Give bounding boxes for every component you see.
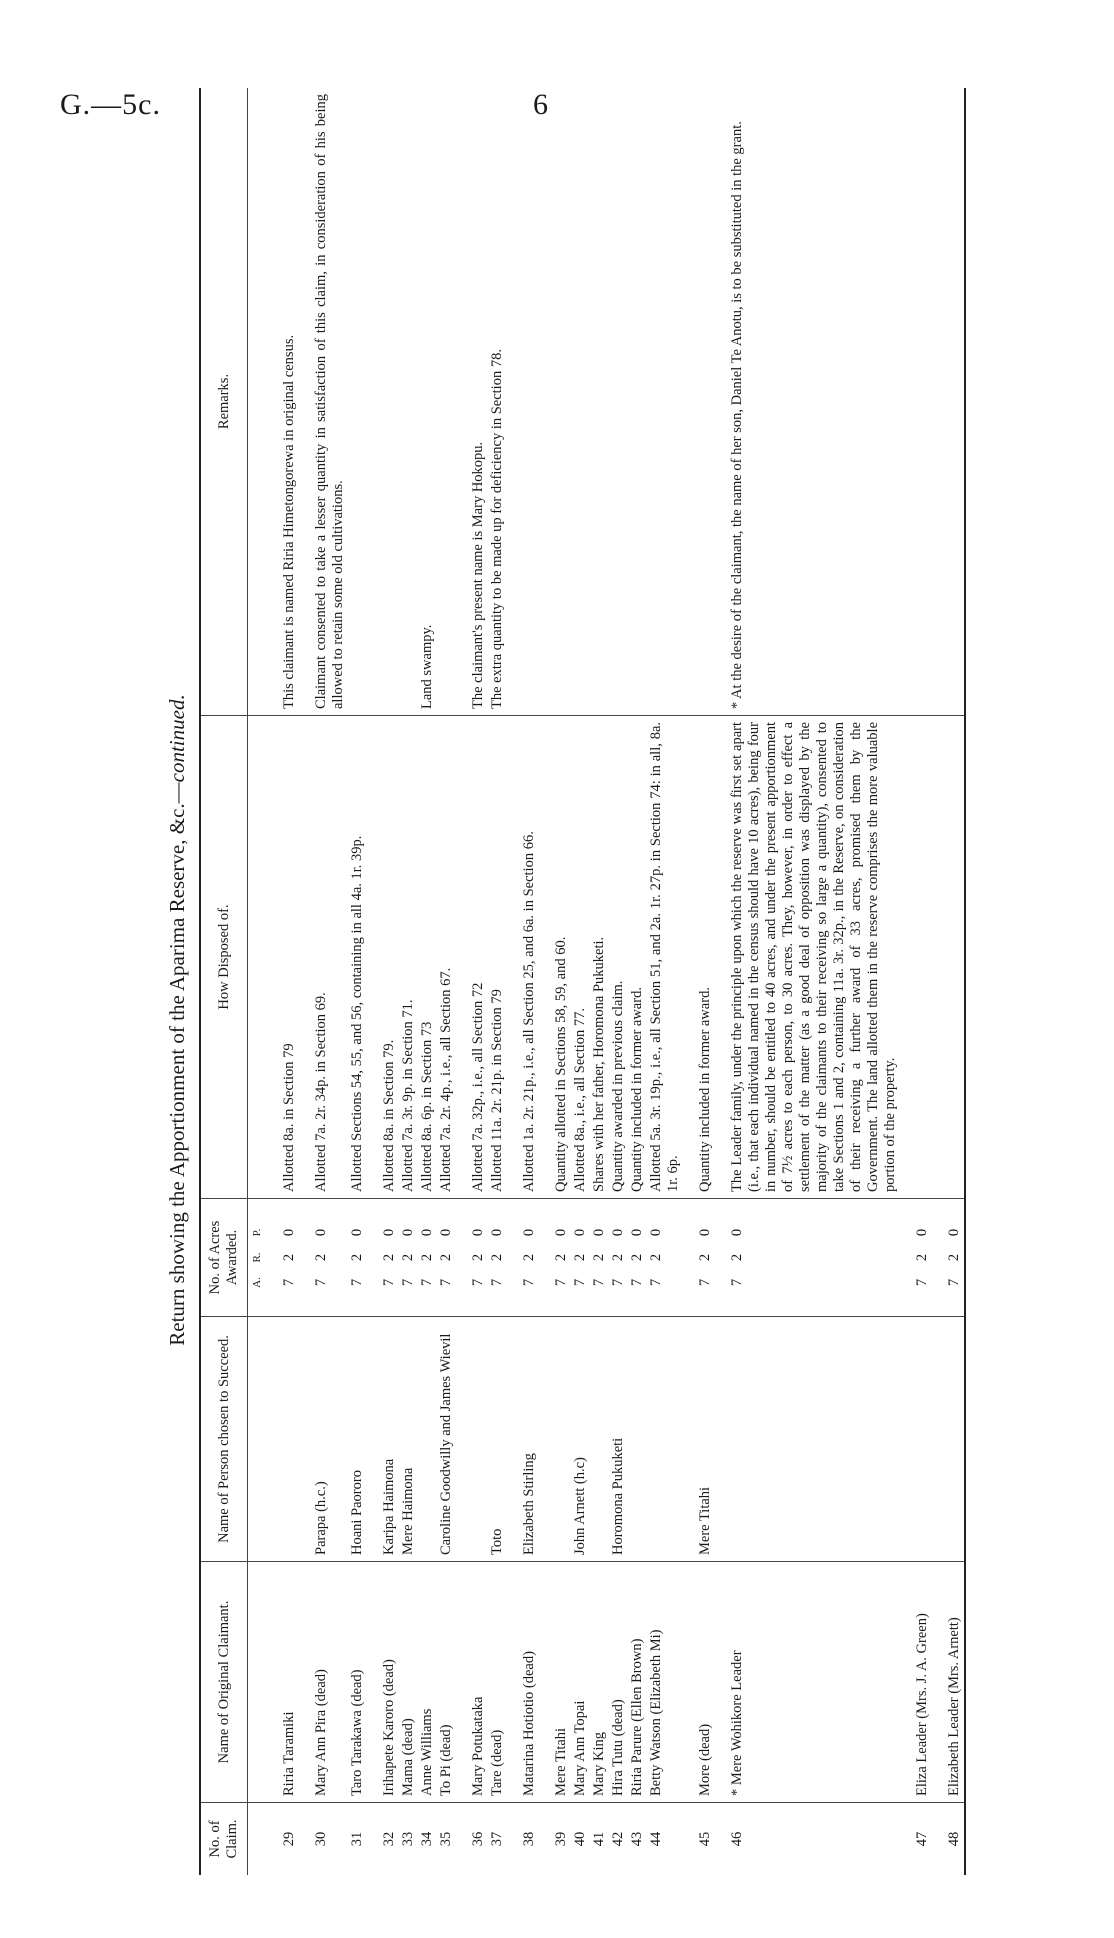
units-row — [248, 88, 268, 1875]
successor — [628, 1317, 647, 1562]
how-disposed: Allotted 8a., i.e., all Section 77. — [571, 716, 590, 1199]
how-disposed: Quantity allotted in Sections 58, 59, and 60. — [539, 716, 571, 1199]
acres-r: 2 — [914, 1253, 930, 1262]
acres-values — [349, 1223, 366, 1293]
claim-no: 31 — [349, 1831, 365, 1847]
acres — [590, 1199, 609, 1317]
original-claimant: Mere Titahi — [539, 1562, 571, 1803]
acres-values — [381, 1223, 398, 1293]
successor: Caroline Goodwilly and James Wievil — [437, 1317, 456, 1562]
table-row — [647, 88, 683, 1875]
acres-values — [697, 1223, 714, 1293]
acres — [399, 1199, 418, 1317]
original-claimant: Taro Tarakawa (dead) — [348, 1562, 367, 1803]
acres-r: 2 — [697, 1253, 713, 1262]
table-row — [715, 88, 900, 1875]
successor — [900, 1317, 932, 1562]
acres-a: 7 — [470, 1278, 486, 1287]
original-claimant: Tare (dead) — [488, 1562, 507, 1803]
claim-no: 35 — [438, 1831, 454, 1847]
acres — [683, 1199, 715, 1317]
acres-a: 7 — [313, 1278, 329, 1287]
remarks — [507, 88, 539, 716]
acres-values — [729, 1223, 746, 1293]
acres-p: 0 — [553, 1228, 569, 1237]
acres-r: 2 — [572, 1253, 588, 1262]
acres-p: 0 — [381, 1228, 397, 1237]
acres-p: 0 — [629, 1228, 645, 1237]
remarks — [399, 88, 418, 716]
table-row — [488, 88, 507, 1875]
table-row — [456, 88, 488, 1875]
acres-p: 0 — [313, 1228, 329, 1237]
acres — [507, 1199, 539, 1317]
successor — [539, 1317, 571, 1562]
how-disposed: Allotted 7a. 2r. 34p. in Section 69. — [299, 716, 348, 1199]
acres-values — [400, 1223, 417, 1293]
successor — [456, 1317, 488, 1562]
acres-values — [521, 1223, 538, 1293]
how-disposed: Allotted 8a. in Section 79. — [367, 716, 399, 1199]
successor — [715, 1317, 900, 1562]
remarks: Land swampy. — [418, 88, 437, 716]
remarks — [628, 88, 647, 716]
original-claimant: Riria Parure (Ellen Brown) — [628, 1562, 647, 1803]
remarks — [437, 88, 456, 716]
how-disposed: Allotted 1a. 2r. 21p., i.e., all Section 25, and 6a. in Section 66. — [507, 716, 539, 1199]
acres-p: 0 — [349, 1228, 365, 1237]
acres-values — [489, 1223, 506, 1293]
original-claimant: Mary Ann Pira (dead) — [299, 1562, 348, 1803]
remarks — [590, 88, 609, 716]
claim-no: 39 — [553, 1831, 569, 1847]
acres — [267, 1199, 299, 1317]
claim-no: 46 — [729, 1831, 745, 1847]
acres-p: 0 — [572, 1228, 588, 1237]
claim-no: 40 — [572, 1831, 588, 1847]
how-disposed — [932, 716, 965, 1199]
acres-a: 7 — [553, 1278, 569, 1287]
remarks: The claimant's present name is Mary Hokopu. — [456, 88, 488, 716]
table-row — [628, 88, 647, 1875]
successor: Mere Haimona — [399, 1317, 418, 1562]
acres-values — [438, 1223, 455, 1293]
table-title — [165, 165, 190, 1875]
successor: Hoani Paororo — [348, 1317, 367, 1562]
acres-a: 7 — [419, 1278, 435, 1287]
acres-r: 2 — [729, 1253, 745, 1262]
how-disposed: Allotted 7a. 2r. 4p., i.e., all Section 67. — [437, 716, 456, 1199]
table-row — [299, 88, 348, 1875]
claim-no: 37 — [489, 1831, 505, 1847]
table-row — [571, 88, 590, 1875]
original-claimant: Matarina Hotiotio (dead) — [507, 1562, 539, 1803]
acres-r: 2 — [281, 1253, 297, 1262]
successor: Parapa (h.c.) — [299, 1317, 348, 1562]
acres — [418, 1199, 437, 1317]
original-claimant: More (dead) — [683, 1562, 715, 1803]
acres-a: 7 — [610, 1278, 626, 1287]
how-disposed: Allotted Sections 54, 55, and 56, containing in all 4a. 1r. 39p. — [348, 716, 367, 1199]
acres-a: 7 — [591, 1278, 607, 1287]
acres-a: 7 — [400, 1278, 416, 1287]
acres-p: 0 — [438, 1228, 454, 1237]
acres — [900, 1199, 932, 1317]
how-disposed: Allotted 7a. 32p., i.e., all Section 72 — [456, 716, 488, 1199]
acres-r: 2 — [553, 1253, 569, 1262]
successor: Karipa Haimona — [367, 1317, 399, 1562]
acres-r: 2 — [610, 1253, 626, 1262]
col-header-no: No. of Claim. — [200, 1803, 248, 1876]
acres — [609, 1199, 628, 1317]
acres-values — [946, 1223, 963, 1293]
acres-p: 0 — [591, 1228, 607, 1237]
acres-p: 0 — [729, 1228, 745, 1237]
original-claimant: Hira Tutu (dead) — [609, 1562, 628, 1803]
original-claimant: * Mere Wohikore Leader — [715, 1562, 900, 1803]
title-main: Return showing the Apportionment of the Aparima Reserve, &c.— — [165, 782, 189, 1346]
acres — [456, 1199, 488, 1317]
how-disposed: Quantity awarded in previous claim. — [609, 716, 628, 1199]
successor: John Arnett (h.c) — [571, 1317, 590, 1562]
acres-p: 0 — [489, 1228, 505, 1237]
table-row — [507, 88, 539, 1875]
claim-no: 33 — [400, 1831, 416, 1847]
col-header-how: How Disposed of. — [200, 716, 248, 1199]
acres-p: 0 — [914, 1228, 930, 1237]
claim-no: 36 — [470, 1831, 486, 1847]
page-number: 6 — [533, 88, 548, 121]
table-row — [348, 88, 367, 1875]
acres-p: 0 — [648, 1228, 664, 1237]
acres-values — [629, 1223, 646, 1293]
acres-a: 7 — [629, 1278, 645, 1287]
acres-a: 7 — [489, 1278, 505, 1287]
col-header-remarks: Remarks. — [200, 88, 248, 716]
claim-no: 29 — [281, 1831, 297, 1847]
original-claimant: Mary King — [590, 1562, 609, 1803]
how-disposed: Allotted 7a. 3r. 9p. in Section 71. — [399, 716, 418, 1199]
acres-a: 7 — [946, 1278, 962, 1287]
acres-r: 2 — [591, 1253, 607, 1262]
acres-values — [591, 1223, 608, 1293]
acres — [715, 1199, 900, 1317]
successor: Elizabeth Stirling — [507, 1317, 539, 1562]
original-claimant: Riria Taramiki — [267, 1562, 299, 1803]
claim-no: 48 — [932, 1803, 965, 1876]
acres-p: 0 — [400, 1228, 416, 1237]
acres — [437, 1199, 456, 1317]
acres-r: 2 — [470, 1253, 486, 1262]
claim-no: 38 — [521, 1831, 537, 1847]
rotated-table-sheet — [165, 94, 999, 1875]
acres — [348, 1199, 367, 1317]
acres-p: 0 — [697, 1228, 713, 1237]
how-disposed: Allotted 8a. in Section 79 — [267, 716, 299, 1199]
acres-r: 2 — [629, 1253, 645, 1262]
acres-r: 2 — [381, 1253, 397, 1262]
title-continued: continued. — [165, 694, 189, 783]
claim-no: 41 — [591, 1831, 607, 1847]
apportionment-table — [199, 88, 966, 1875]
acres-a: 7 — [729, 1278, 745, 1287]
acres-r: 2 — [313, 1253, 329, 1262]
acres-a: 7 — [521, 1278, 537, 1287]
original-claimant: Irihapete Karoro (dead) — [367, 1562, 399, 1803]
claim-no: 32 — [381, 1831, 397, 1847]
remarks — [900, 88, 932, 716]
successor: Horomona Pukuketi — [609, 1317, 628, 1562]
acres-a: 7 — [572, 1278, 588, 1287]
table-body — [248, 88, 966, 1875]
unit-roods: R. — [251, 1252, 263, 1263]
remarks — [609, 88, 628, 716]
acres-values — [281, 1223, 298, 1293]
acres-a: 7 — [697, 1278, 713, 1287]
remarks — [932, 88, 965, 716]
successor — [590, 1317, 609, 1562]
remarks — [367, 88, 399, 716]
acres-p: 0 — [610, 1228, 626, 1237]
how-disposed: Allotted 11a. 2r. 21p. in Section 79 — [488, 716, 507, 1199]
original-claimant: Elizabeth Leader (Mrs. Arnett) — [932, 1562, 965, 1803]
how-disposed: Allotted 5a. 3r. 19p., i.e., all Section 51, and 2a. 1r. 27p. in Section 74: in all, 8a. 1r. 6p. — [647, 716, 683, 1199]
original-claimant: To Pi (dead) — [437, 1562, 456, 1803]
table-row — [900, 88, 932, 1875]
acres-a: 7 — [381, 1278, 397, 1287]
acres-a: 7 — [438, 1278, 454, 1287]
table-row — [399, 88, 418, 1875]
claim-no: 30 — [313, 1831, 329, 1847]
successor: Mere Titahi — [683, 1317, 715, 1562]
how-disposed: Quantity included in former award. — [628, 716, 647, 1199]
acres — [647, 1199, 683, 1317]
acres-values — [470, 1223, 487, 1293]
acres-values — [914, 1223, 931, 1293]
table-header-row — [200, 88, 248, 1875]
remarks — [539, 88, 571, 716]
remarks: Claimant consented to take a lesser quantity in satisfaction of this claim, in consideration of his being allowed to retain some old cultivations. — [299, 88, 348, 716]
acres-a: 7 — [914, 1278, 930, 1287]
claim-no: 44 — [648, 1831, 664, 1847]
table-row — [683, 88, 715, 1875]
original-claimant: Mama (dead) — [399, 1562, 418, 1803]
col-header-acres — [200, 1199, 248, 1317]
remarks — [683, 88, 715, 716]
unit-perches: P. — [251, 1228, 263, 1237]
how-disposed: Allotted 8a. 6p. in Section 73 — [418, 716, 437, 1199]
acres-r: 2 — [349, 1253, 365, 1262]
table-row — [539, 88, 571, 1875]
table-row — [367, 88, 399, 1875]
original-claimant: Eliza Leader (Mrs. J. A. Green) — [900, 1562, 932, 1803]
acres-p: 0 — [521, 1228, 537, 1237]
acres-a: 7 — [648, 1278, 664, 1287]
acres-values — [419, 1223, 436, 1293]
acres-values — [572, 1223, 589, 1293]
how-disposed: Shares with her father, Horomona Pukuketi. — [590, 716, 609, 1199]
acres-r: 2 — [648, 1253, 664, 1262]
page-code: G.—5c. — [60, 88, 161, 121]
remarks — [348, 88, 367, 716]
acres-values — [648, 1223, 665, 1293]
col-header-original: Name of Original Claimant. — [200, 1562, 248, 1803]
table-row — [437, 88, 456, 1875]
table-row — [609, 88, 628, 1875]
col-header-successor: Name of Person chosen to Succeed. — [200, 1317, 248, 1562]
acres — [628, 1199, 647, 1317]
original-claimant: Mary Potukataka — [456, 1562, 488, 1803]
claim-no: 45 — [697, 1831, 713, 1847]
claim-no: 42 — [610, 1831, 626, 1847]
claim-no: 34 — [419, 1831, 435, 1847]
acres-p: 0 — [419, 1228, 435, 1237]
acres-a: 7 — [281, 1278, 297, 1287]
remarks — [647, 88, 683, 716]
how-disposed: The Leader family, under the principle upon which the reserve was first set apart (i.e., that each individual named in the census should have 10 acres), being four in number, should be entitled to 40 acres, and under the present apportionment of 7½ acres to each person, to 30 acres. They, however, in order to effect a settlement of the matter (as a good deal of opposition was displayed by the majority of the claimants to their receiving so large a quantity), consented to take Sections 1 and 2, containing 11a. 3r. 32p., in the Reserve, on consideration of their receiving a further award of 33 acres, promised them by the Government. The land allotted them in the reserve comprises the more valuable portion of the property. — [715, 716, 900, 1199]
acres — [367, 1199, 399, 1317]
acres — [932, 1199, 965, 1317]
successor — [418, 1317, 437, 1562]
acres-units — [249, 1223, 266, 1293]
successor: Toto — [488, 1317, 507, 1562]
original-claimant: Anne Williams — [418, 1562, 437, 1803]
acres-values — [313, 1223, 330, 1293]
table-row — [267, 88, 299, 1875]
how-disposed: Quantity included in former award. — [683, 716, 715, 1199]
table-row — [418, 88, 437, 1875]
acres — [571, 1199, 590, 1317]
acres — [539, 1199, 571, 1317]
acres-values — [553, 1223, 570, 1293]
acres-values — [610, 1223, 627, 1293]
acres-r: 2 — [946, 1253, 962, 1262]
remarks — [571, 88, 590, 716]
table-row — [590, 88, 609, 1875]
successor — [647, 1317, 683, 1562]
acres-r: 2 — [489, 1253, 505, 1262]
acres — [299, 1199, 348, 1317]
acres — [488, 1199, 507, 1317]
acres-r: 2 — [419, 1253, 435, 1262]
remarks: * At the desire of the claimant, the name of her son, Daniel Te Anotu, is to be substituted in the grant. — [715, 88, 900, 716]
original-claimant: Mary Ann Topai — [571, 1562, 590, 1803]
acres-r: 2 — [438, 1253, 454, 1262]
table-row — [932, 88, 965, 1875]
original-claimant: Betty Watson (Elizabeth Mi) — [647, 1562, 683, 1803]
acres-r: 2 — [400, 1253, 416, 1262]
successor — [267, 1317, 299, 1562]
acres-p: 0 — [946, 1228, 962, 1237]
remarks: The extra quantity to be made up for deficiency in Section 78. — [488, 88, 507, 716]
remarks: This claimant is named Riria Himetongorewa in original census. — [267, 88, 299, 716]
unit-acres: A. — [251, 1277, 263, 1288]
acres-r: 2 — [521, 1253, 537, 1262]
claim-no: 43 — [629, 1831, 645, 1847]
acres-header-label: No. of Acres Awarded. — [207, 1220, 240, 1295]
acres-a: 7 — [349, 1278, 365, 1287]
successor — [932, 1317, 965, 1562]
acres-p: 0 — [281, 1228, 297, 1237]
acres-p: 0 — [470, 1228, 486, 1237]
claim-no: 47 — [914, 1831, 930, 1847]
how-disposed — [900, 716, 932, 1199]
